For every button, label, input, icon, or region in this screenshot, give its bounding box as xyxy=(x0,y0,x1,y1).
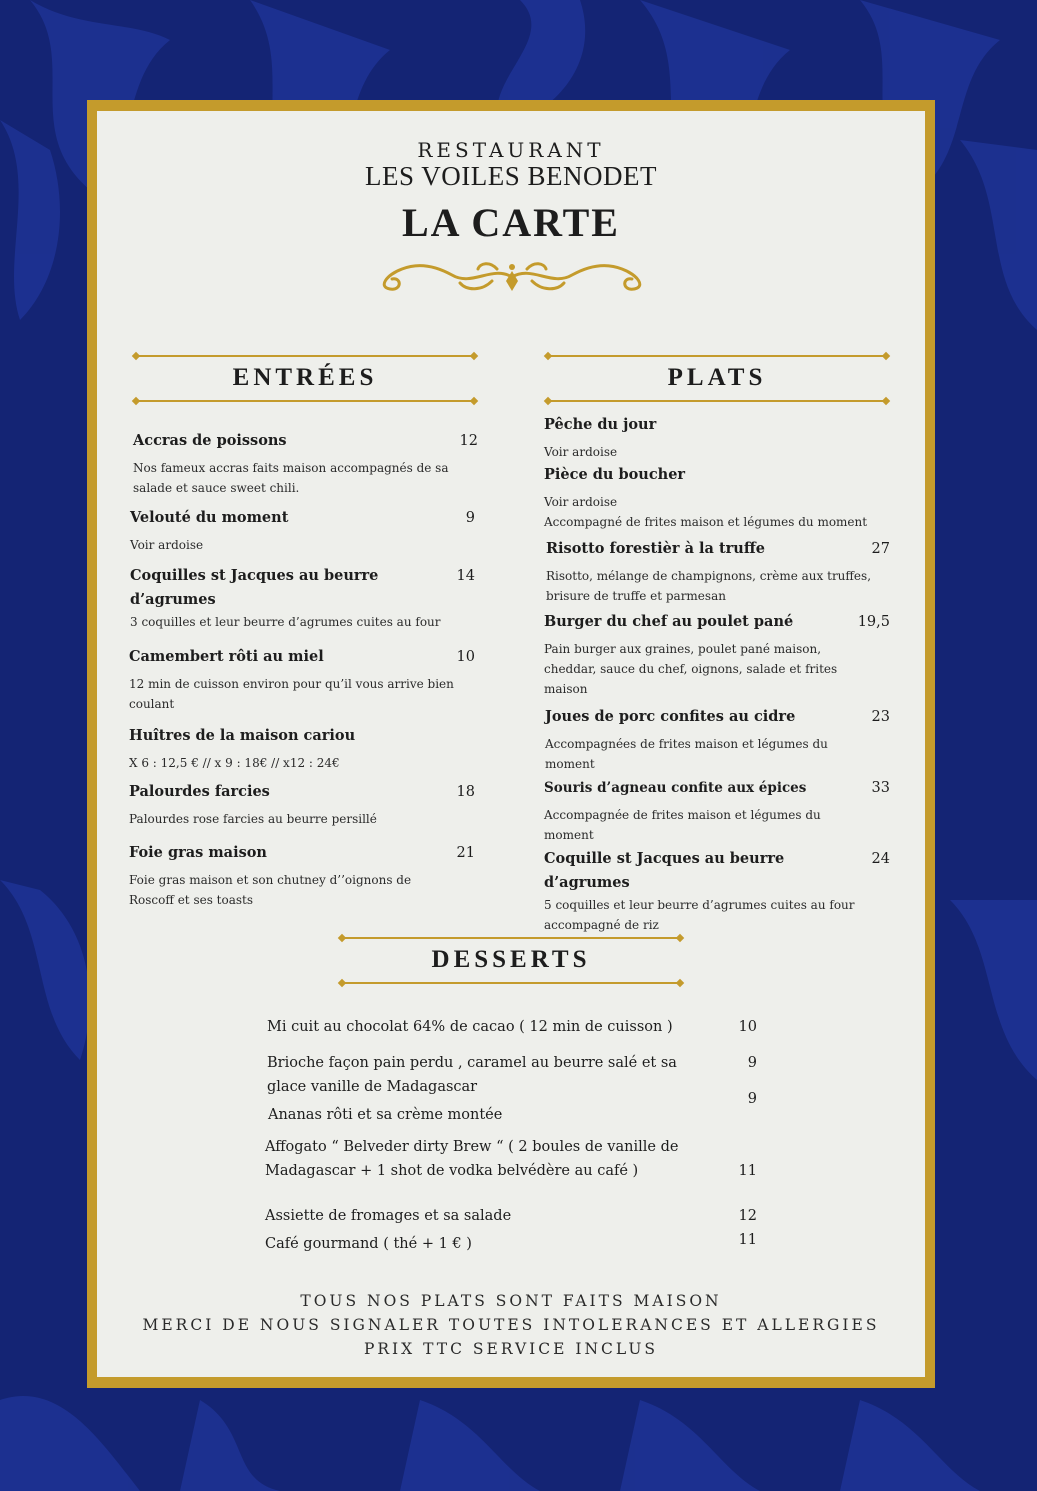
dessert-item xyxy=(265,1204,757,1228)
footer-homemade-note: TOUS NOS PLATS SONT FAITS MAISON xyxy=(300,1292,722,1310)
entree-item xyxy=(129,841,475,910)
restaurant-label: RESTAURANT xyxy=(417,138,605,162)
item-description: Foie gras maison et son chutney d’’oignons de Roscoff et ses toasts xyxy=(129,873,412,907)
item-description: Accompagnées de frites maison et légumes du moment xyxy=(545,737,828,771)
entree-item xyxy=(130,506,475,555)
desserts-bottom-rule xyxy=(341,982,681,984)
item-description: Nos fameux accras faits maison accompagnés de sa salade et sauce sweet chili. xyxy=(133,461,449,495)
item-name: Coquille st Jacques au beurre d’agrumes xyxy=(544,850,785,891)
entree-item xyxy=(129,645,475,714)
entrees-title: ENTRÉES xyxy=(232,364,378,391)
menu-title: LA CARTE xyxy=(402,200,620,245)
item-name: Huîtres de la maison cariou xyxy=(129,727,356,744)
plat-item xyxy=(544,463,890,532)
plat-item xyxy=(546,537,890,606)
item-description: Palourdes rose farcies au beurre persillé xyxy=(129,812,377,826)
entree-item xyxy=(129,780,475,829)
entrees-top-rule xyxy=(135,355,475,357)
item-price: 9 xyxy=(747,1055,757,1071)
entrees-bottom-rule xyxy=(135,400,475,402)
dessert-item xyxy=(265,1232,757,1256)
item-description: X 6 : 12,5 € // x 9 : 18€ // x12 : 24€ xyxy=(129,756,340,770)
item-price: 9 xyxy=(465,510,475,526)
item-price: 12 xyxy=(459,433,478,449)
desserts-title: DESSERTS xyxy=(431,946,591,973)
dessert-item xyxy=(267,1015,757,1039)
entree-item xyxy=(129,724,475,773)
dessert-item xyxy=(265,1135,757,1183)
item-price: 9 xyxy=(747,1091,757,1107)
item-description: 3 coquilles et leur beurre d’agrumes cuites au four xyxy=(130,615,441,629)
entree-item xyxy=(130,564,475,632)
item-name: Assiette de fromages et sa salade xyxy=(265,1208,512,1224)
plat-item xyxy=(545,705,890,774)
item-price: 27 xyxy=(871,541,890,557)
item-description: Risotto, mélange de champignons, crème aux truffes, brisure de truffe et parmesan xyxy=(546,569,872,603)
item-price: 33 xyxy=(871,780,890,796)
plats-bottom-rule xyxy=(547,400,887,402)
item-name: Coquilles st Jacques au beurre d’agrumes xyxy=(130,567,379,608)
item-price: 18 xyxy=(456,784,475,800)
item-description: Voir ardoise xyxy=(544,445,618,459)
restaurant-name: LES VOILES BENODET xyxy=(365,161,657,191)
plat-item xyxy=(544,610,890,699)
plats-title: PLATS xyxy=(667,364,767,391)
item-price: 21 xyxy=(456,845,475,861)
item-name: Camembert rôti au miel xyxy=(129,648,324,665)
item-name: Affogato “ Belveder dirty Brew “ ( 2 boules de vanille de Madagascar + 1 shot de vodka belvédère au café ) xyxy=(265,1139,679,1179)
item-price: 19,5 xyxy=(857,614,890,630)
item-price: 24 xyxy=(871,851,890,867)
item-description: 5 coquilles et leur beurre d’agrumes cuites au four accompagné de riz xyxy=(544,898,855,932)
item-name: Burger du chef au poulet pané xyxy=(544,613,794,630)
dessert-item xyxy=(267,1051,757,1099)
item-description: 12 min de cuisson environ pour qu’il vous arrive bien coulant xyxy=(129,677,454,711)
footer-price-note: PRIX TTC SERVICE INCLUS xyxy=(363,1340,659,1358)
item-name: Café gourmand ( thé + 1 € ) xyxy=(265,1236,472,1252)
gold-flourish-ornament xyxy=(372,257,652,299)
item-name: Souris d’agneau confite aux épices xyxy=(544,780,807,796)
item-name: Ananas rôti et sa crème montée xyxy=(268,1107,503,1123)
desserts-heading xyxy=(341,937,681,985)
plat-item xyxy=(544,776,890,845)
desserts-top-rule xyxy=(341,937,681,939)
plat-item xyxy=(544,847,890,935)
plats-heading xyxy=(547,355,887,403)
item-price: 11 xyxy=(738,1163,757,1179)
item-description: Accompagnée de frites maison et légumes du moment xyxy=(544,808,821,842)
item-price: 11 xyxy=(738,1232,757,1248)
item-name: Foie gras maison xyxy=(129,844,267,861)
item-price: 23 xyxy=(871,709,890,725)
item-description: Pain burger aux graines, poulet pané maison, cheddar, sauce du chef, oignons, salade et frites maison xyxy=(544,642,838,696)
plat-item xyxy=(544,413,890,462)
item-price: 12 xyxy=(738,1208,757,1224)
item-price: 10 xyxy=(738,1019,757,1035)
item-name: Palourdes farcies xyxy=(129,783,270,800)
footer-allergy-note: MERCI DE NOUS SIGNALER TOUTES INTOLERANCES ET ALLERGIES xyxy=(142,1316,880,1334)
item-name: Risotto forestièr à la truffe xyxy=(546,540,765,557)
item-description: Voir ardoise xyxy=(130,538,204,552)
item-description-2: Accompagné de frites maison et légumes du moment xyxy=(544,515,868,529)
item-name: Velouté du moment xyxy=(130,509,289,526)
item-price: 14 xyxy=(456,568,475,584)
item-name: Joues de porc confites au cidre xyxy=(545,708,796,725)
item-name: Accras de poissons xyxy=(133,432,287,449)
entrees-heading xyxy=(135,355,475,403)
item-name: Pêche du jour xyxy=(544,416,657,433)
entree-item xyxy=(133,429,478,498)
item-name: Mi cuit au chocolat 64% de cacao ( 12 min de cuisson ) xyxy=(267,1019,673,1035)
gold-frame xyxy=(87,100,935,1388)
menu-card xyxy=(97,111,925,1377)
plats-top-rule xyxy=(547,355,887,357)
dessert-item xyxy=(268,1091,757,1127)
item-description: Voir ardoise xyxy=(544,495,618,509)
item-name: Brioche façon pain perdu , caramel au beurre salé et sa glace vanille de Madagascar xyxy=(267,1055,677,1095)
item-name: Pièce du boucher xyxy=(544,466,686,483)
item-price: 10 xyxy=(456,649,475,665)
